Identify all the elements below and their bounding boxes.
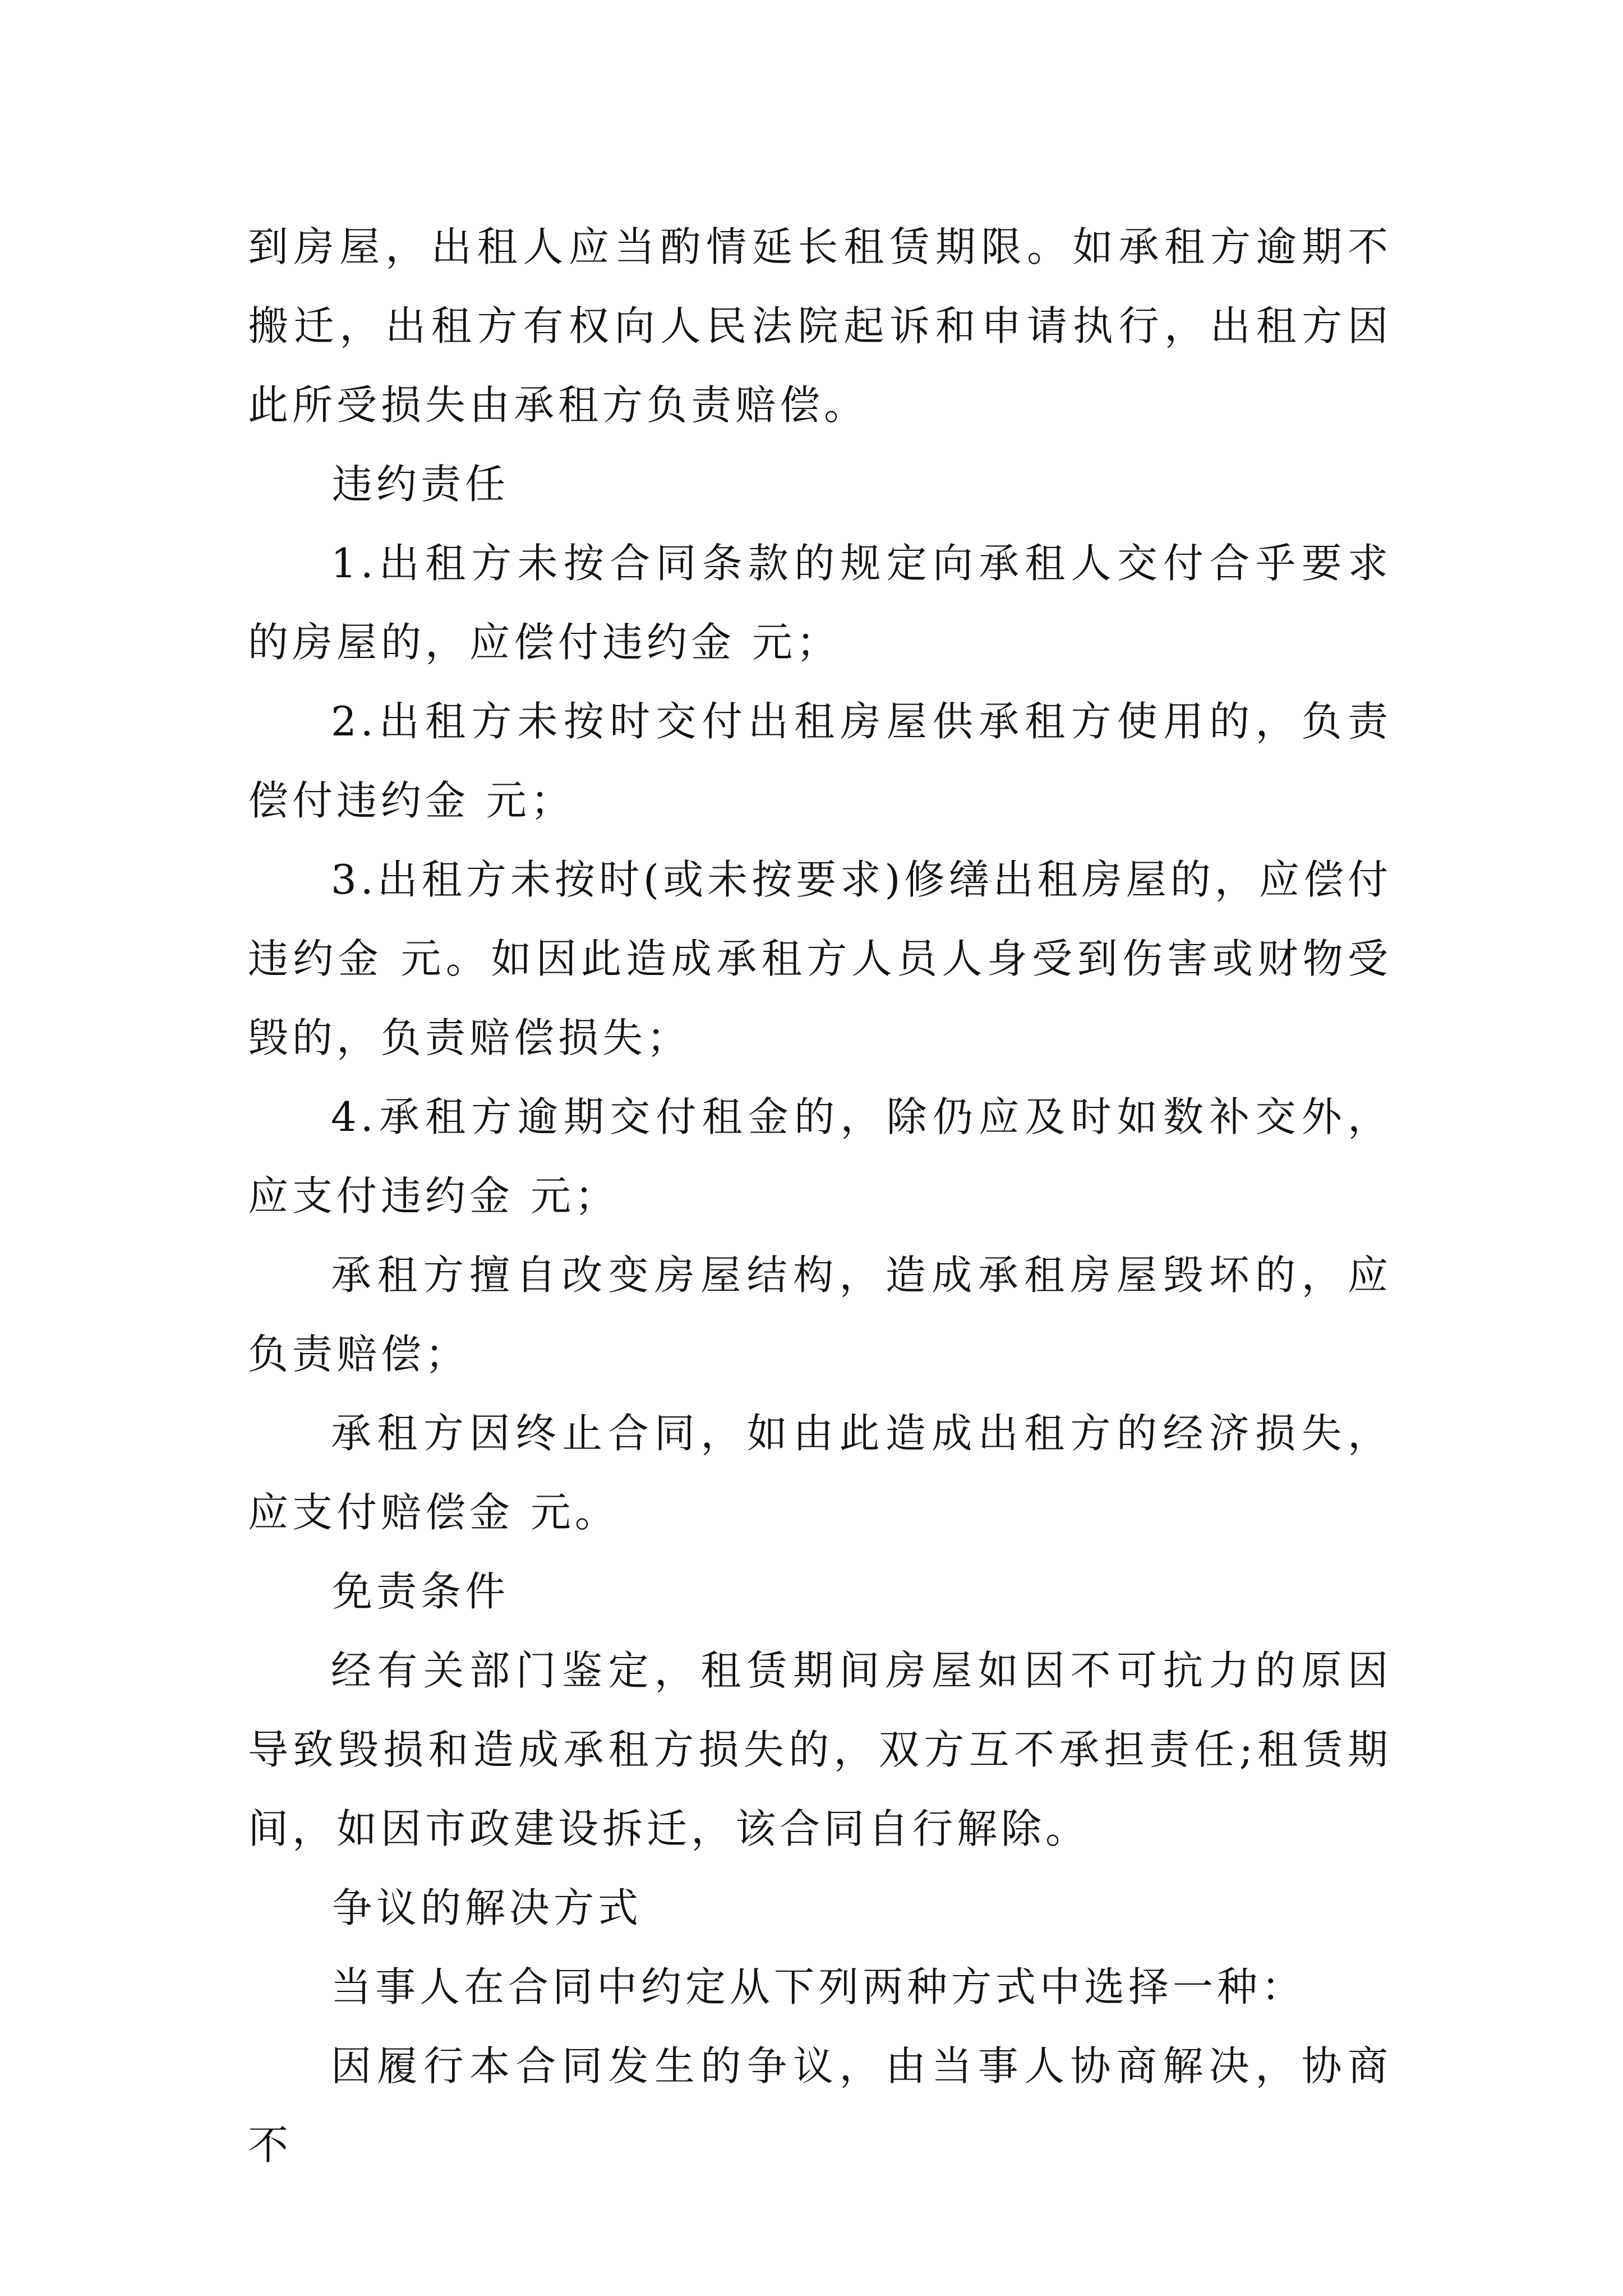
clause-1-nonconforming-house: 1.出租方未按合同条款的规定向承租人交付合乎要求的房屋的，应偿付违约金 元； <box>248 540 1392 666</box>
document-body <box>248 208 1392 2185</box>
paragraph-dispute-negotiation: 因履行本合同发生的争议，由当事人协商解决，协商不 <box>248 2042 1392 2169</box>
section-heading-breach-liability: 违约责任 <box>332 461 510 508</box>
paragraph-structure-alteration: 承租方擅自改变房屋结构，造成承租房屋毁坏的，应负责赔偿； <box>248 1251 1392 1378</box>
section-heading-dispute-resolution: 争议的解决方式 <box>332 1884 643 1931</box>
section-heading-exemption: 免责条件 <box>332 1568 510 1615</box>
paragraph-lease-extension: 到房屋，出租人应当酌情延长租赁期限。如承租方逾期不搬迁，出租方有权向人民法院起诉和申请执行，出租方因此所受损失由承租方负责赔偿。 <box>248 223 1392 429</box>
paragraph-force-majeure: 经有关部门鉴定，租赁期间房屋如因不可抗力的原因导致毁损和造成承租方损失的，双方互不承担责任;租赁期间，如因市政建设拆迁，该合同自行解除。 <box>248 1647 1392 1852</box>
clause-4-late-rent: 4.承租方逾期交付租金的，除仍应及时如数补交外，应支付违约金 元； <box>248 1093 1392 1220</box>
paragraph-termination-compensation: 承租方因终止合同，如由此造成出租方的经济损失，应支付赔偿金 元。 <box>248 1410 1392 1536</box>
clause-3-late-repair: 3.出租方未按时(或未按要求)修缮出租房屋的，应偿付违约金 元。如因此造成承租方人员人身受到伤害或财物受毁的，负责赔偿损失； <box>248 856 1392 1061</box>
clause-2-late-delivery: 2.出租方未按时交付出租房屋供承租方使用的，负责偿付违约金 元； <box>248 698 1392 824</box>
paragraph-dispute-options: 当事人在合同中约定从下列两种方式中选择一种： <box>331 1963 1306 2010</box>
